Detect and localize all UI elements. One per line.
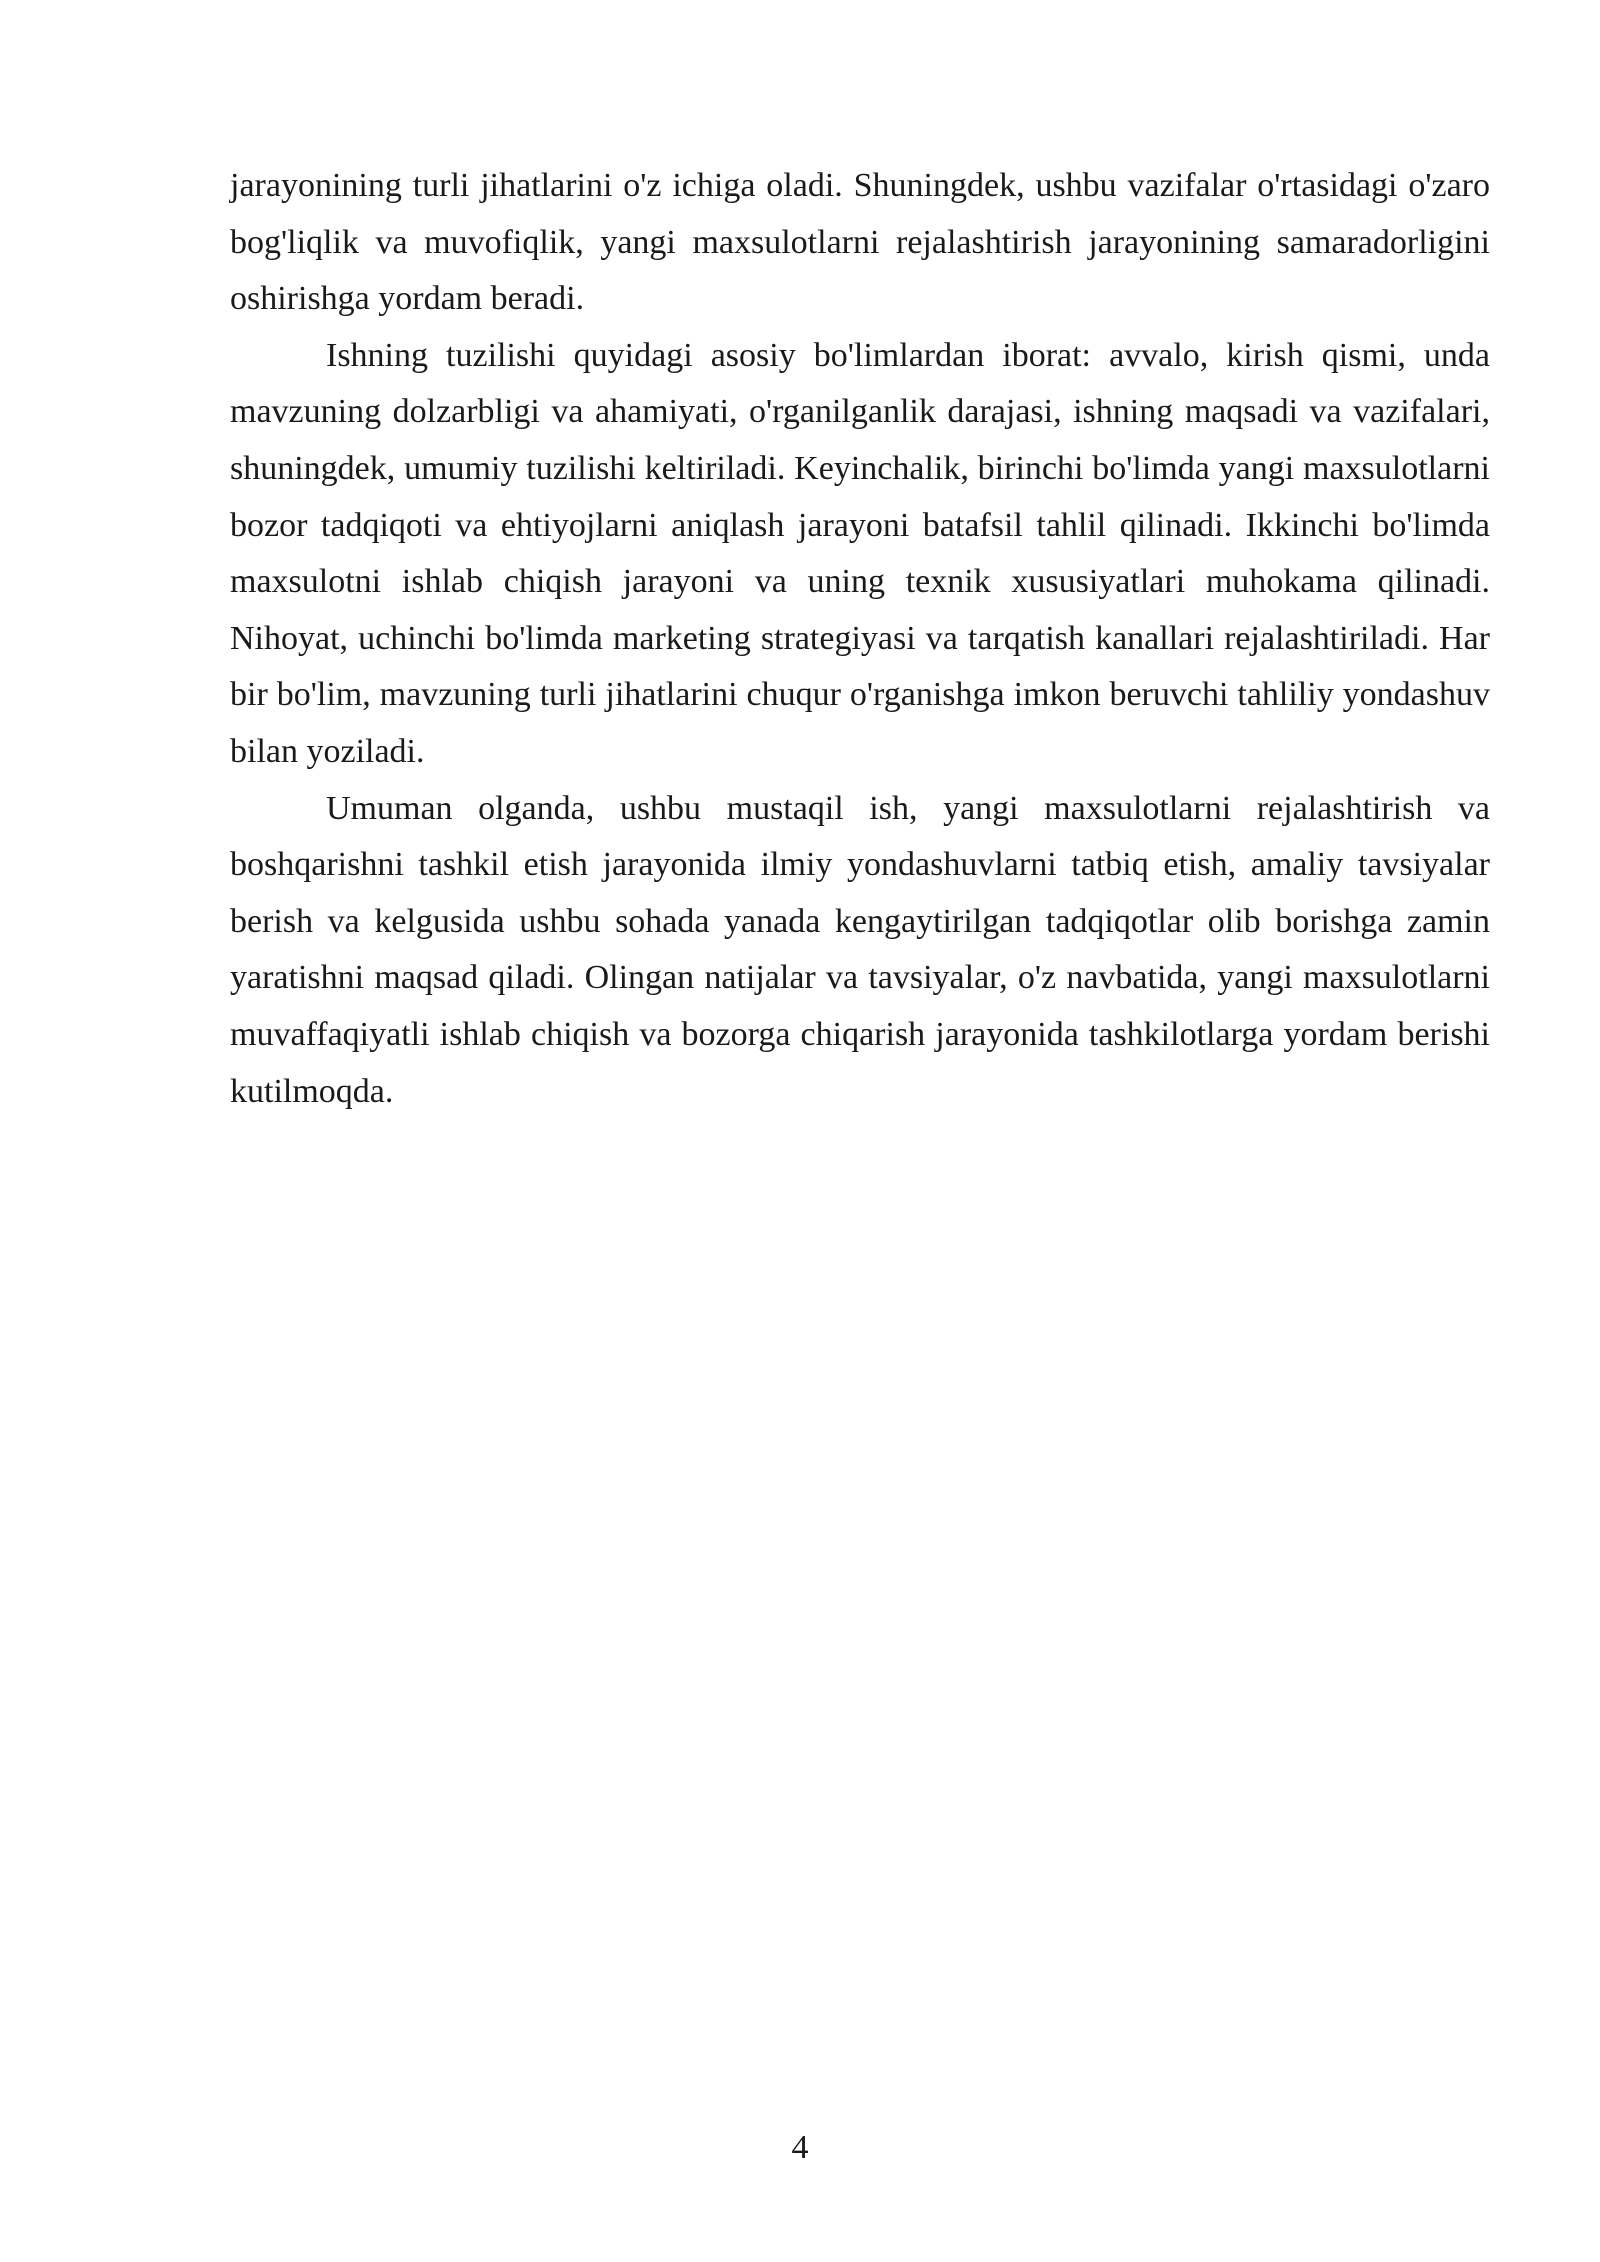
paragraph-conclusion: Umuman olganda, ushbu mustaqil ish, yangi maxsulotlarni rejalashtirish va boshqarishni tashkil etish jarayonida ilmiy yondashuvlarni tatbiq etish, amaliy tavsiyalar berish va kelgusida ushbu sohada yanada kengaytirilgan tadqiqotlar olib borishga zamin yaratishni maqsad qiladi. Olingan natijalar va tavsiyalar, o'z navbatida, yangi maxsulotlarni muvaffaqiyatli ishlab chiqish va bozorga chiqarish jarayonida tashkilotlarga yordam berishi kutilmoqda.: [230, 789, 1490, 1110]
paragraph-structure: Ishning tuzilishi quyidagi asosiy bo'limlardan iborat: avvalo, kirish qismi, unda mavzuning dolzarbligi va ahamiyati, o'rganilganlik darajasi, ishning maqsadi va vazifalari, shuningdek, umumiy tuzilishi keltiriladi. Keyinchalik, birinchi bo'limda yangi maxsulotlarni bozor tadqiqoti va ehtiyojlarni aniqlash jarayoni batafsil tahlil qilinadi. Ikkinchi bo'limda maxsulotni ishlab chiqish jarayoni va uning texnik xususiyatlari muhokama qilinadi. Nihoyat, uchinchi bo'limda marketing strategiyasi va tarqatish kanallari rejalashtiriladi. Har bir bo'lim, mavzuning turli jihatlarini chuqur o'rganishga imkon beruvchi tahliliy yondashuv bilan yoziladi.: [230, 336, 1490, 770]
page-number: 4: [791, 2129, 809, 2166]
document-body: [230, 158, 1490, 1120]
paragraph-continuation: jarayonining turli jihatlarini o'z ichiga oladi. Shuningdek, ushbu vazifalar o'rtasidagi o'zaro bog'liqlik va muvofiqlik, yangi maxsulotlarni rejalashtirish jarayonining samaradorligini oshirishga yordam beradi.: [230, 167, 1490, 318]
